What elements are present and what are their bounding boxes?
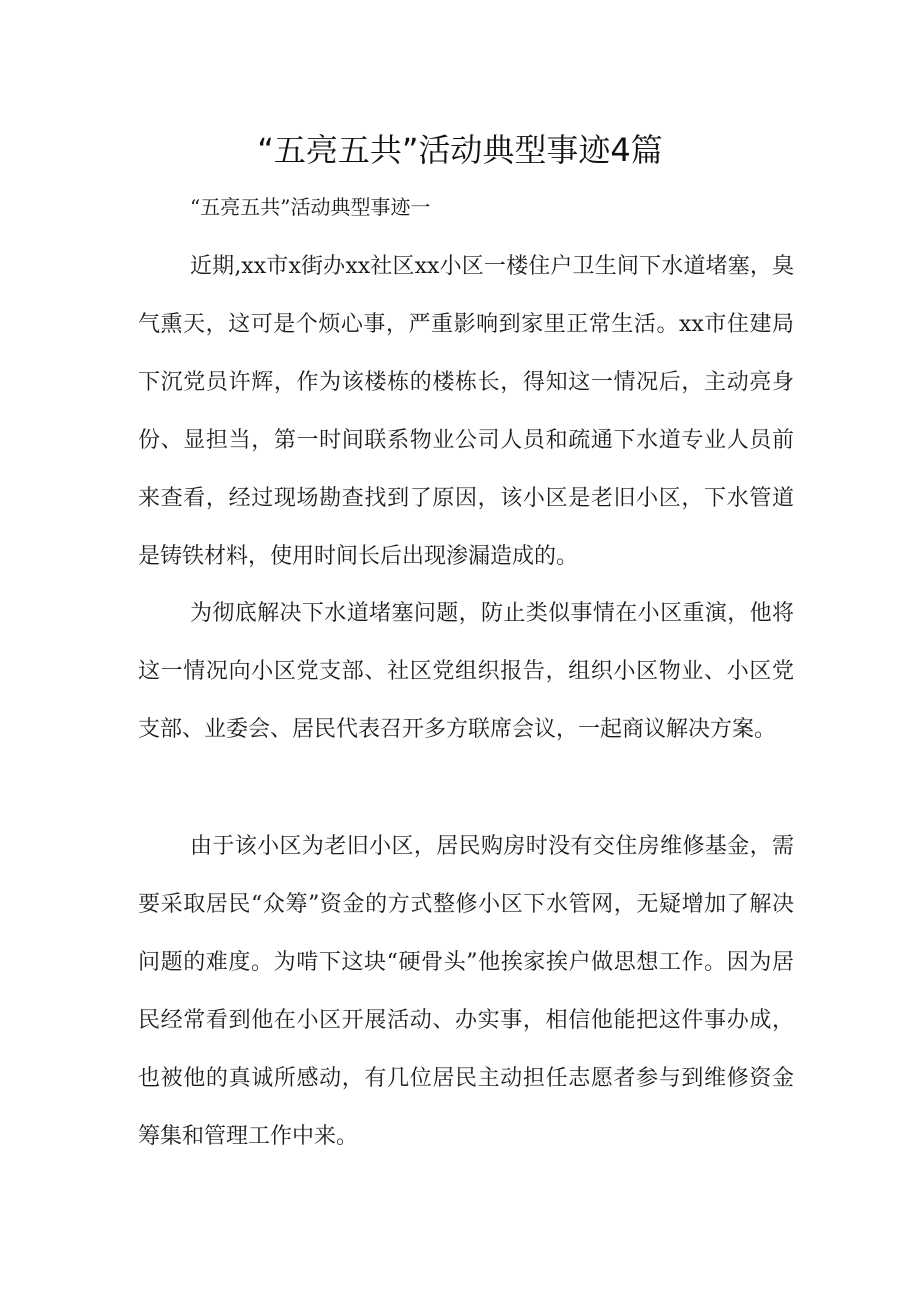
section-subtitle: “五亮五共”活动典型事迹一 [190, 195, 431, 219]
document-title: “五亮五共”活动典型事迹4篇 [257, 131, 663, 169]
body-paragraph-1: 近期,xx市x街办xx社区xx小区一楼住户卫生间下水道堵塞，臭气熏天，这可是个烦心事，严重影响到家里正常生活。xx市住建局下沉党员许辉，作为该楼栋的楼栋长，得知这一情况后，主动亮身份、显担当，第一时间联系物业公司人员和疏通下水道专业人员前来查看，经过现场勘查找到了原因，该小区是老旧小区，下水管道是铸铁材料，使用时间长后出现渗漏造成的。 [138, 254, 794, 569]
body-paragraph-2: 为彻底解决下水道堵塞问题，防止类似事情在小区重演，他将这一情况向小区党支部、社区党组织报告，组织小区物业、小区党支部、业委会、居民代表召开多方联席会议，一起商议解决方案。 [138, 601, 794, 742]
body-paragraph-3: 由于该小区为老旧小区，居民购房时没有交住房维修基金，需要采取居民“众筹”资金的方式整修小区下水管网，无疑增加了解决问题的难度。为啃下这块“硬骨头”他挨家挨户做思想工作。因为居民经常看到他在小区开展活动、办实事，相信他能把这件事办成，也被他的真诚所感动，有几位居民主动担任志愿者参与到维修资金筹集和管理工作中来。 [138, 834, 794, 1149]
